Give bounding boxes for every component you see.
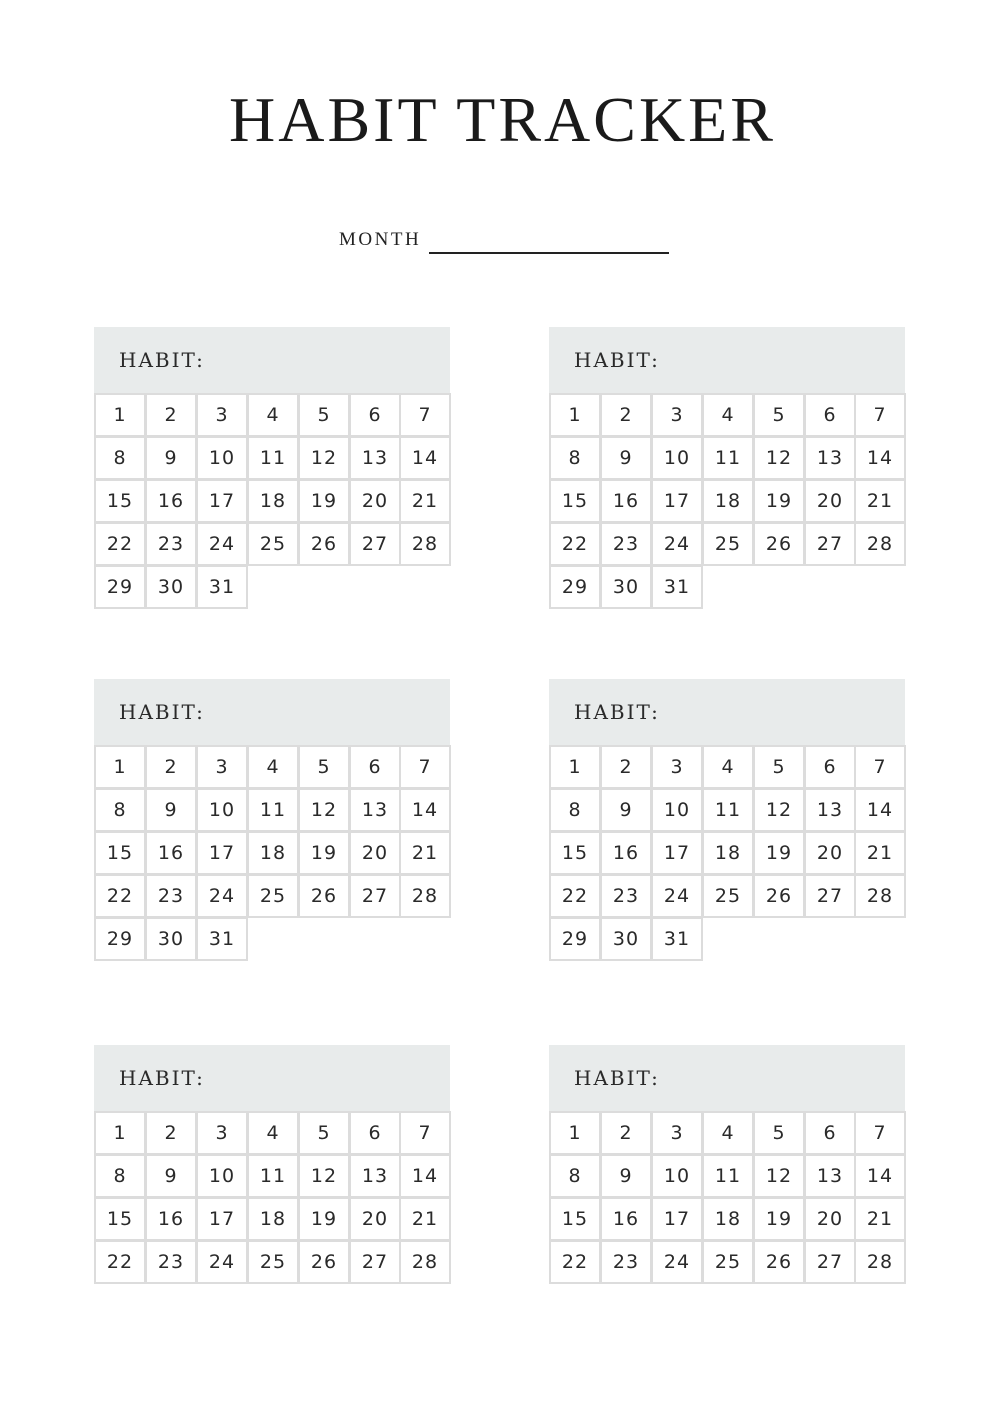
day-cell[interactable]: 25 <box>247 1240 299 1284</box>
day-cell[interactable]: 25 <box>247 874 299 918</box>
day-grid <box>549 745 905 961</box>
day-cell[interactable]: 4 <box>702 393 754 437</box>
day-cell[interactable]: 3 <box>196 393 248 437</box>
day-cell[interactable]: 6 <box>349 1111 401 1155</box>
day-cell[interactable]: 18 <box>247 479 299 523</box>
day-cell[interactable]: 28 <box>399 874 451 918</box>
day-cell[interactable]: 25 <box>702 874 754 918</box>
habit-header[interactable] <box>549 679 905 745</box>
day-cell[interactable]: 28 <box>399 1240 451 1284</box>
day-cell[interactable]: 17 <box>651 479 703 523</box>
habit-tracker-6 <box>549 1045 905 1284</box>
day-cell[interactable]: 9 <box>600 436 652 480</box>
day-cell[interactable]: 14 <box>854 788 906 832</box>
day-cell[interactable]: 15 <box>94 831 146 875</box>
day-cell[interactable]: 5 <box>298 393 350 437</box>
day-cell[interactable]: 9 <box>600 788 652 832</box>
day-cell[interactable]: 24 <box>651 874 703 918</box>
day-cell[interactable]: 5 <box>753 745 805 789</box>
day-cell[interactable]: 1 <box>94 1111 146 1155</box>
day-cell[interactable]: 23 <box>600 1240 652 1284</box>
day-cell[interactable]: 19 <box>298 479 350 523</box>
day-cell[interactable]: 22 <box>549 874 601 918</box>
day-cell[interactable]: 14 <box>399 436 451 480</box>
day-cell[interactable]: 12 <box>753 1154 805 1198</box>
day-cell[interactable]: 19 <box>298 1197 350 1241</box>
day-cell[interactable]: 24 <box>196 522 248 566</box>
day-cell[interactable]: 15 <box>94 479 146 523</box>
day-cell[interactable]: 7 <box>399 1111 451 1155</box>
day-cell[interactable]: 18 <box>247 831 299 875</box>
habit-label: HABIT: <box>574 348 660 372</box>
day-cell[interactable]: 12 <box>298 788 350 832</box>
day-cell[interactable]: 8 <box>549 436 601 480</box>
day-cell[interactable]: 21 <box>854 831 906 875</box>
day-cell[interactable]: 9 <box>600 1154 652 1198</box>
day-cell[interactable]: 20 <box>349 1197 401 1241</box>
day-cell[interactable]: 11 <box>247 1154 299 1198</box>
habit-label: HABIT: <box>119 1066 205 1090</box>
day-cell[interactable]: 21 <box>399 831 451 875</box>
day-cell[interactable]: 2 <box>600 1111 652 1155</box>
day-cell[interactable]: 7 <box>399 745 451 789</box>
day-cell[interactable]: 26 <box>753 522 805 566</box>
day-cell[interactable]: 6 <box>804 393 856 437</box>
day-cell[interactable]: 13 <box>349 436 401 480</box>
day-cell[interactable]: 12 <box>298 1154 350 1198</box>
day-cell[interactable]: 1 <box>549 1111 601 1155</box>
day-cell[interactable]: 10 <box>196 436 248 480</box>
habit-header[interactable] <box>549 327 905 393</box>
day-cell[interactable]: 5 <box>298 745 350 789</box>
day-cell[interactable]: 16 <box>600 479 652 523</box>
day-cell[interactable]: 31 <box>196 917 248 961</box>
day-cell[interactable]: 1 <box>94 393 146 437</box>
day-cell[interactable]: 30 <box>145 565 197 609</box>
habit-header[interactable] <box>549 1045 905 1111</box>
day-cell[interactable]: 30 <box>600 565 652 609</box>
page-title: HABIT TRACKER <box>229 84 776 155</box>
day-cell[interactable]: 24 <box>651 1240 703 1284</box>
month-field <box>339 228 669 252</box>
day-cell[interactable]: 6 <box>349 745 401 789</box>
day-cell[interactable]: 15 <box>549 479 601 523</box>
day-cell[interactable]: 13 <box>349 788 401 832</box>
day-cell[interactable]: 14 <box>399 788 451 832</box>
day-cell[interactable]: 25 <box>702 1240 754 1284</box>
habit-tracker-5 <box>94 1045 450 1284</box>
habit-tracker-2 <box>549 327 905 609</box>
day-cell[interactable]: 4 <box>247 745 299 789</box>
day-cell[interactable]: 26 <box>298 522 350 566</box>
day-cell[interactable]: 28 <box>854 1240 906 1284</box>
day-cell[interactable]: 4 <box>247 1111 299 1155</box>
day-cell[interactable]: 21 <box>399 1197 451 1241</box>
day-cell[interactable]: 7 <box>399 393 451 437</box>
day-cell[interactable]: 29 <box>94 565 146 609</box>
day-cell[interactable]: 30 <box>600 917 652 961</box>
habit-tracker-3 <box>94 679 450 961</box>
day-cell[interactable]: 2 <box>145 1111 197 1155</box>
day-cell[interactable]: 14 <box>854 436 906 480</box>
day-cell[interactable]: 31 <box>651 565 703 609</box>
day-cell[interactable]: 2 <box>600 393 652 437</box>
day-cell[interactable]: 27 <box>349 522 401 566</box>
month-input-line[interactable] <box>429 252 669 254</box>
day-cell[interactable]: 21 <box>399 479 451 523</box>
habit-header[interactable] <box>94 1045 450 1111</box>
day-cell[interactable]: 30 <box>145 917 197 961</box>
day-cell[interactable]: 16 <box>600 1197 652 1241</box>
day-grid <box>549 1111 905 1284</box>
day-cell[interactable]: 2 <box>600 745 652 789</box>
habit-label: HABIT: <box>574 1066 660 1090</box>
day-cell[interactable]: 25 <box>702 522 754 566</box>
habit-header[interactable] <box>94 679 450 745</box>
day-cell[interactable]: 23 <box>145 522 197 566</box>
day-cell[interactable]: 19 <box>298 831 350 875</box>
day-cell[interactable]: 22 <box>94 874 146 918</box>
day-cell[interactable]: 21 <box>854 479 906 523</box>
day-cell[interactable]: 26 <box>753 1240 805 1284</box>
day-cell[interactable]: 3 <box>196 745 248 789</box>
day-cell[interactable]: 22 <box>549 522 601 566</box>
day-cell[interactable]: 1 <box>94 745 146 789</box>
day-cell[interactable]: 9 <box>145 436 197 480</box>
day-cell[interactable]: 8 <box>94 436 146 480</box>
habit-header[interactable] <box>94 327 450 393</box>
day-cell[interactable]: 27 <box>349 1240 401 1284</box>
day-cell[interactable]: 14 <box>854 1154 906 1198</box>
day-cell[interactable]: 10 <box>196 788 248 832</box>
habit-label: HABIT: <box>119 348 205 372</box>
day-cell[interactable]: 19 <box>753 831 805 875</box>
day-cell[interactable]: 18 <box>702 479 754 523</box>
day-grid <box>549 393 905 609</box>
day-cell[interactable]: 4 <box>247 393 299 437</box>
day-cell[interactable]: 13 <box>804 788 856 832</box>
day-cell[interactable]: 5 <box>753 1111 805 1155</box>
habit-label: HABIT: <box>574 700 660 724</box>
day-grid <box>94 1111 450 1284</box>
day-cell[interactable]: 9 <box>145 788 197 832</box>
day-cell[interactable]: 11 <box>702 436 754 480</box>
day-cell[interactable]: 10 <box>651 788 703 832</box>
day-cell[interactable]: 4 <box>702 1111 754 1155</box>
day-cell[interactable]: 25 <box>247 522 299 566</box>
day-cell[interactable]: 19 <box>753 479 805 523</box>
day-cell[interactable]: 12 <box>753 788 805 832</box>
day-cell[interactable]: 5 <box>753 393 805 437</box>
day-cell[interactable]: 13 <box>804 1154 856 1198</box>
habit-tracker-1 <box>94 327 450 609</box>
day-cell[interactable]: 28 <box>854 874 906 918</box>
day-cell[interactable]: 10 <box>651 436 703 480</box>
day-cell[interactable]: 18 <box>247 1197 299 1241</box>
day-cell[interactable]: 23 <box>145 874 197 918</box>
day-cell[interactable]: 14 <box>399 1154 451 1198</box>
day-cell[interactable]: 1 <box>549 393 601 437</box>
day-cell[interactable]: 20 <box>349 479 401 523</box>
habit-label: HABIT: <box>119 700 205 724</box>
day-cell[interactable]: 11 <box>702 788 754 832</box>
day-cell[interactable]: 29 <box>549 565 601 609</box>
day-cell[interactable]: 7 <box>854 393 906 437</box>
day-cell[interactable]: 26 <box>298 874 350 918</box>
day-cell[interactable]: 22 <box>94 522 146 566</box>
day-cell[interactable]: 13 <box>804 436 856 480</box>
day-cell[interactable]: 24 <box>196 874 248 918</box>
day-cell[interactable]: 20 <box>349 831 401 875</box>
day-cell[interactable]: 5 <box>298 1111 350 1155</box>
day-cell[interactable]: 26 <box>298 1240 350 1284</box>
day-cell[interactable]: 3 <box>651 393 703 437</box>
day-cell[interactable]: 2 <box>145 745 197 789</box>
day-cell[interactable]: 29 <box>94 917 146 961</box>
day-cell[interactable]: 10 <box>196 1154 248 1198</box>
month-label: MONTH <box>339 229 422 250</box>
day-cell[interactable]: 16 <box>145 1197 197 1241</box>
day-cell[interactable]: 31 <box>651 917 703 961</box>
day-cell[interactable]: 31 <box>196 565 248 609</box>
day-cell[interactable]: 29 <box>549 917 601 961</box>
day-cell[interactable]: 11 <box>702 1154 754 1198</box>
day-grid <box>94 393 450 609</box>
habit-tracker-4 <box>549 679 905 961</box>
day-cell[interactable]: 27 <box>804 1240 856 1284</box>
day-cell[interactable]: 8 <box>94 1154 146 1198</box>
day-cell[interactable]: 27 <box>804 874 856 918</box>
day-cell[interactable]: 27 <box>804 522 856 566</box>
day-cell[interactable]: 16 <box>600 831 652 875</box>
day-cell[interactable]: 15 <box>94 1197 146 1241</box>
day-cell[interactable]: 17 <box>651 1197 703 1241</box>
day-cell[interactable]: 28 <box>399 522 451 566</box>
day-cell[interactable]: 22 <box>549 1240 601 1284</box>
day-cell[interactable]: 24 <box>651 522 703 566</box>
day-cell[interactable]: 8 <box>549 788 601 832</box>
day-cell[interactable]: 16 <box>145 479 197 523</box>
day-cell[interactable]: 17 <box>196 1197 248 1241</box>
day-cell[interactable]: 13 <box>349 1154 401 1198</box>
day-cell[interactable]: 11 <box>247 436 299 480</box>
day-cell[interactable]: 20 <box>804 831 856 875</box>
day-cell[interactable]: 3 <box>196 1111 248 1155</box>
day-cell[interactable]: 10 <box>651 1154 703 1198</box>
day-cell[interactable]: 28 <box>854 522 906 566</box>
day-cell[interactable]: 21 <box>854 1197 906 1241</box>
day-cell[interactable]: 17 <box>196 831 248 875</box>
day-cell[interactable]: 15 <box>549 1197 601 1241</box>
day-cell[interactable]: 20 <box>804 1197 856 1241</box>
day-cell[interactable]: 23 <box>600 874 652 918</box>
day-cell[interactable]: 9 <box>145 1154 197 1198</box>
day-cell[interactable]: 19 <box>753 1197 805 1241</box>
day-cell[interactable]: 8 <box>549 1154 601 1198</box>
day-cell[interactable]: 17 <box>651 831 703 875</box>
day-cell[interactable]: 7 <box>854 1111 906 1155</box>
day-cell[interactable]: 4 <box>702 745 754 789</box>
day-cell[interactable]: 26 <box>753 874 805 918</box>
day-cell[interactable]: 18 <box>702 831 754 875</box>
day-cell[interactable]: 6 <box>804 1111 856 1155</box>
day-cell[interactable]: 6 <box>804 745 856 789</box>
day-cell[interactable]: 12 <box>753 436 805 480</box>
day-cell[interactable]: 2 <box>145 393 197 437</box>
day-cell[interactable]: 17 <box>196 479 248 523</box>
day-cell[interactable]: 1 <box>549 745 601 789</box>
day-cell[interactable]: 18 <box>702 1197 754 1241</box>
day-cell[interactable]: 8 <box>94 788 146 832</box>
day-cell[interactable]: 24 <box>196 1240 248 1284</box>
day-cell[interactable]: 6 <box>349 393 401 437</box>
day-cell[interactable]: 3 <box>651 745 703 789</box>
day-cell[interactable]: 27 <box>349 874 401 918</box>
day-cell[interactable]: 23 <box>600 522 652 566</box>
day-grid <box>94 745 450 961</box>
day-cell[interactable]: 22 <box>94 1240 146 1284</box>
day-cell[interactable]: 7 <box>854 745 906 789</box>
day-cell[interactable]: 15 <box>549 831 601 875</box>
day-cell[interactable]: 23 <box>145 1240 197 1284</box>
day-cell[interactable]: 20 <box>804 479 856 523</box>
day-cell[interactable]: 11 <box>247 788 299 832</box>
day-cell[interactable]: 12 <box>298 436 350 480</box>
day-cell[interactable]: 16 <box>145 831 197 875</box>
day-cell[interactable]: 3 <box>651 1111 703 1155</box>
